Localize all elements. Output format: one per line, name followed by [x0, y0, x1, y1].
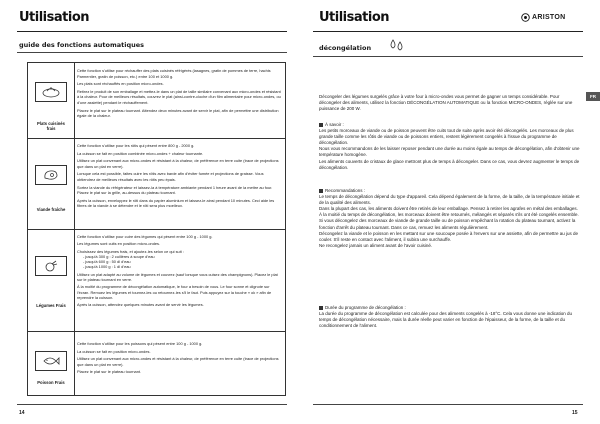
function-table: [27, 62, 286, 396]
section-rule: [313, 56, 583, 57]
a-savoir-section: À savoir : Les petits morceaux de viande ou de poisson peuvent être cuits tout de suite après avoir été décongelés. Les morceaux de plus grande taille comme les rôtis de viande ou de poissons entiers, restent légèrement congelés à l'issue du programme de décongélation. Nous vous recommandons de les laisser reposer pendant une durée au moins égale au temps de décongélation, afin d'obtenir une température homogène. Les aliments couverts de cristaux de glace mettront plus de temps à décongeler. Dans ce cas, vous devrez augmenter le temps de décongélation.: [319, 122, 580, 170]
bullet-square-icon: [319, 123, 323, 127]
right-page: [300, 0, 600, 424]
table-row: [28, 230, 285, 332]
meat-icon: [35, 165, 67, 185]
fish-icon: [35, 351, 67, 371]
section-title: décongélation: [319, 44, 372, 52]
duree-section: Durée du programme de décongélation : La durée du programme de décongélation est calculée pour des aliments congelés à -18°C. Cela vous donne une indication du temps de décongélation nécessaire, mais la durée réelle peut varier en fonction de l'épaisseur, de la forme, de la taille et du conditionnement de l'aliment.: [319, 305, 572, 329]
mode-label: Viande fraîche: [36, 207, 66, 212]
page-title: Utilisation: [319, 10, 390, 25]
mode-description: Cette fonction s'utilise pour cuire des légumes qui pèsent entre 100 g - 1000 g. Les légumes sont cuits en position micro-ondes. Choisissez des légumes frais, et ajoutez-les selon ce qui suit : - jusqu'à 300 g : 2 cuillères à soupe d'eau - jusqu'à 600 g : 50 dl d'eau - jusqu'à 1000 g : 1 dl d'eau Utilisez un plat adapté au volume de légumes et couvrez (sauf lorsque vous cuisez des champignons). Placez le plat sur le plateau tournant en verre. À la moitié du programme de décongélation automatique, le four a besoin de vous. Le four sonne et clignote sur l'écran. Remuez les légumes et tournez-les ou retournez-les s'il le faut. Puis appuyez sur la touche « ok » afin de reprendre la cuisson. Après la cuisson, attendez quelques minutes avant de servir les légumes.: [77, 234, 278, 308]
mode-description: Cette fonction s'utilise pour les poissons qui pèsent entre 100 g - 1000 g. La cuisson se fait en position micro-ondes. Utilisez un plat convenant aux micro-ondes et résistant à la chaleur, de préférence en terre cuite (trace de projections que dans un plat en verre). Placez le plat sur le plateau tournant.: [77, 341, 279, 375]
vegetable-icon: [35, 256, 67, 276]
droplets-icon: [388, 38, 406, 52]
mode-label: Plats cuisinés frais: [37, 121, 65, 131]
mode-description: Cette fonction s'utilise pour les rôtis qui pèsent entre 800 g - 2000 g. La cuisson se fait en position combinée micro-ondes + chaleur tournante. Utilisez un plat convenant aux micro-ondes et résistant à la chaleur, de préférence en terre cuite (trace de projections que dans un plat en verre). Lorsque cela est possible, faites cuire les rôtis avec barde afin d'éviter fumée et projections de graisse. Vous obtiendrez de meilleurs résultats avec les rôtis peu épais. Sortez la viande du réfrigérateur et laissez-la à température ambiante pendant 1 heure avant de la mettre au four. Placez le plat sur la grille, au-dessus du plateau tournant. Après la cuisson, enveloppez le rôti dans du papier aluminium et laissez-le ainsi pendant 10 minutes. Ceci aide les fibres de la viande à se détendre et le rôti sera plus moelleux.: [77, 143, 279, 209]
title-rule: [313, 31, 583, 32]
plate-icon: [35, 82, 67, 102]
footer-rule: [313, 404, 583, 405]
table-row: [28, 139, 285, 230]
page-number: 14: [19, 410, 25, 416]
section-title: guide des fonctions automatiques: [19, 41, 144, 49]
brand-logo: ARISTON: [521, 13, 565, 22]
mode-label: Poisson Frais: [37, 380, 65, 385]
table-row: [28, 332, 285, 395]
page-title: Utilisation: [19, 10, 90, 25]
table-row: [28, 63, 285, 139]
mode-label: Légumes Frais: [36, 303, 66, 308]
intro-text: Décongeler des légumes surgelés grâce à votre four à micro-ondes vous permet de gagner un temps considérable. Pour décongeler des aliments, utilisez la fonction DÉCONGÉLATION AUTOMATIQUE ou la fonction MICRO-ONDES, réglée sur une puissance de 200 W.: [319, 94, 573, 112]
footer-rule: [17, 404, 287, 405]
recommandations-section: Recommandations : Le temps de décongélation dépend du type d'appareil. Cela dépend également de la forme, de la taille, de la température initiale et de la qualité des aliments. Dans la plupart des cas, les aliments doivent être retirés de leur emballage. Pensez à retirer les agrafes en métal des emballages. À la moitié du temps de décongélation, les morceaux doivent être retournés, mélangés et séparés s'ils ont été congelés ensemble. Si vous décongelez des morceaux de viande de grande taille ou de poisson empêchant la rotation du plateau tournant, activez la fonction d'arrêt du plateau tournant. Dans ce cas, remuez les aliments régulièrement. Décongelez la viande et le poisson en les mettant sur une soucoupe posée à l'envers sur une assiette, afin de permettre au jus de couler. S'il reste en contact avec l'aliment, il subira une surchauffe. Ne recongelez jamais un aliment avant de l'avoir cuisiné.: [319, 188, 580, 248]
section-rule: [17, 52, 287, 53]
mode-description: Cette fonction s'utilise pour réchauffer des plats cuisinés réfrigérés (lasagnes, gratin de pommes de terre, hachis Parmentier, gratin de poisson, etc.) entre 100 et 1000 g. Les plats sont réchauffés en position micro-ondes. Retirez le produit de son emballage et mettez-le dans un plat de taille similaire convenant aux micro-ondes et résistant à la chaleur. Pour de meilleurs résultats, couvrez le plat (ainsi-contre-cloche d'un film alimentaire pour micro-ondes, ou d'une assiette) pendant le réchauffement. Placez le plat sur le plateau tournant. Attendez deux minutes avant de servir le plat, afin de permettre une distribution égale de la chaleur.: [77, 68, 281, 119]
bullet-square-icon: [319, 189, 323, 193]
page-number: 15: [572, 410, 578, 416]
language-tab: FR: [586, 92, 600, 101]
ariston-logo-icon: [521, 13, 530, 22]
title-rule: [17, 31, 287, 32]
bullet-square-icon: [319, 306, 323, 310]
